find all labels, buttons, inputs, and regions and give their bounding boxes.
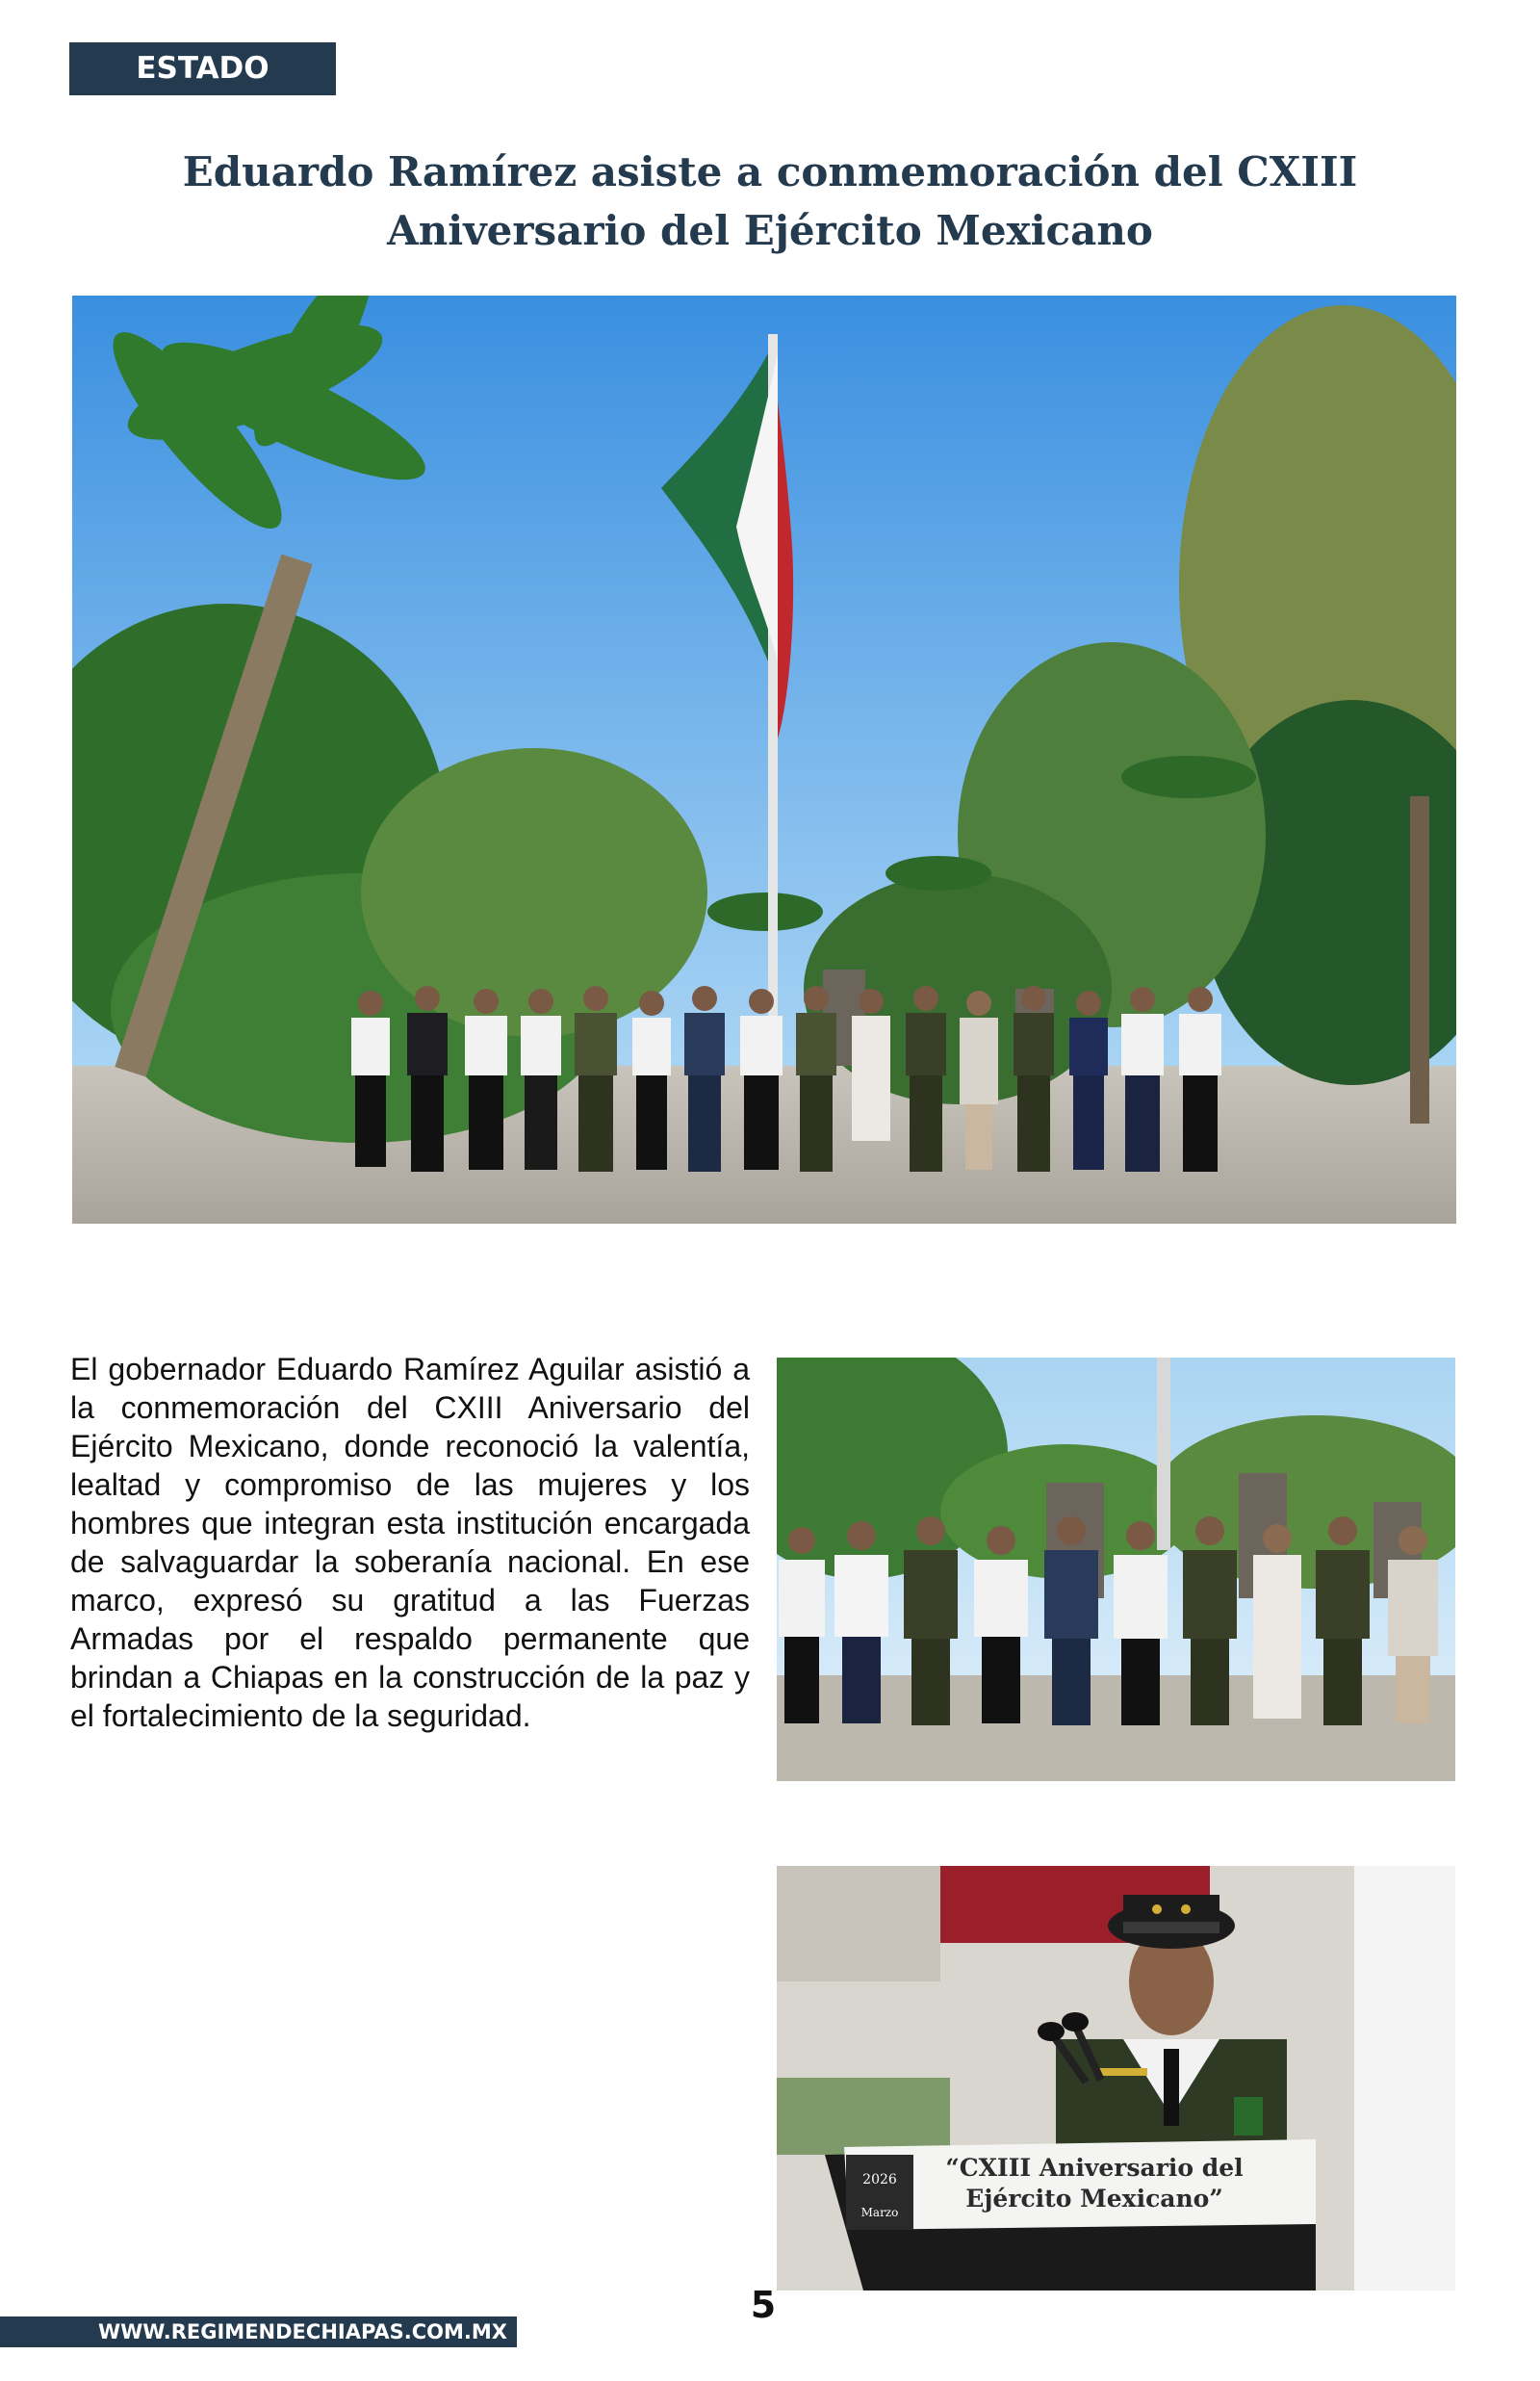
page-number: 5: [750, 2284, 777, 2326]
speaker-podium-photo: [777, 1866, 1455, 2290]
podium-logo-label: Marzo: [860, 2206, 899, 2219]
flag-ceremony-photo: [72, 296, 1456, 1224]
section-tag: ESTADO: [69, 42, 336, 95]
podium-logo-year: 2026: [862, 2172, 897, 2187]
officials-row-photo: [777, 1358, 1455, 1781]
podium-banner-line2: Ejército Mexicano”: [965, 2185, 1223, 2213]
article-body: El gobernador Eduardo Ramírez Aguilar asistió a la conmemoración del CXIII Aniversario del Ejército Mexicano, donde reconoció la valentía, lealtad y compromiso de las mujeres y los hombres que integran esta institución encargada de salvaguardar la soberanía nacional. En ese marco, expresó su gratitud a las Fuerzas Armadas por el respaldo permanente que brindan a Chiapas en la construcción de la paz y el fortalecimiento de la seguridad.: [70, 1352, 750, 1733]
podium-banner-line1: “CXIII Aniversario del: [945, 2154, 1244, 2182]
footer-website: WWW.REGIMENDECHIAPAS.COM.MX: [0, 2316, 517, 2347]
article-headline: Eduardo Ramírez asiste a conmemoración del CXIII Aniversario del Ejército Mexicano: [182, 148, 1358, 254]
